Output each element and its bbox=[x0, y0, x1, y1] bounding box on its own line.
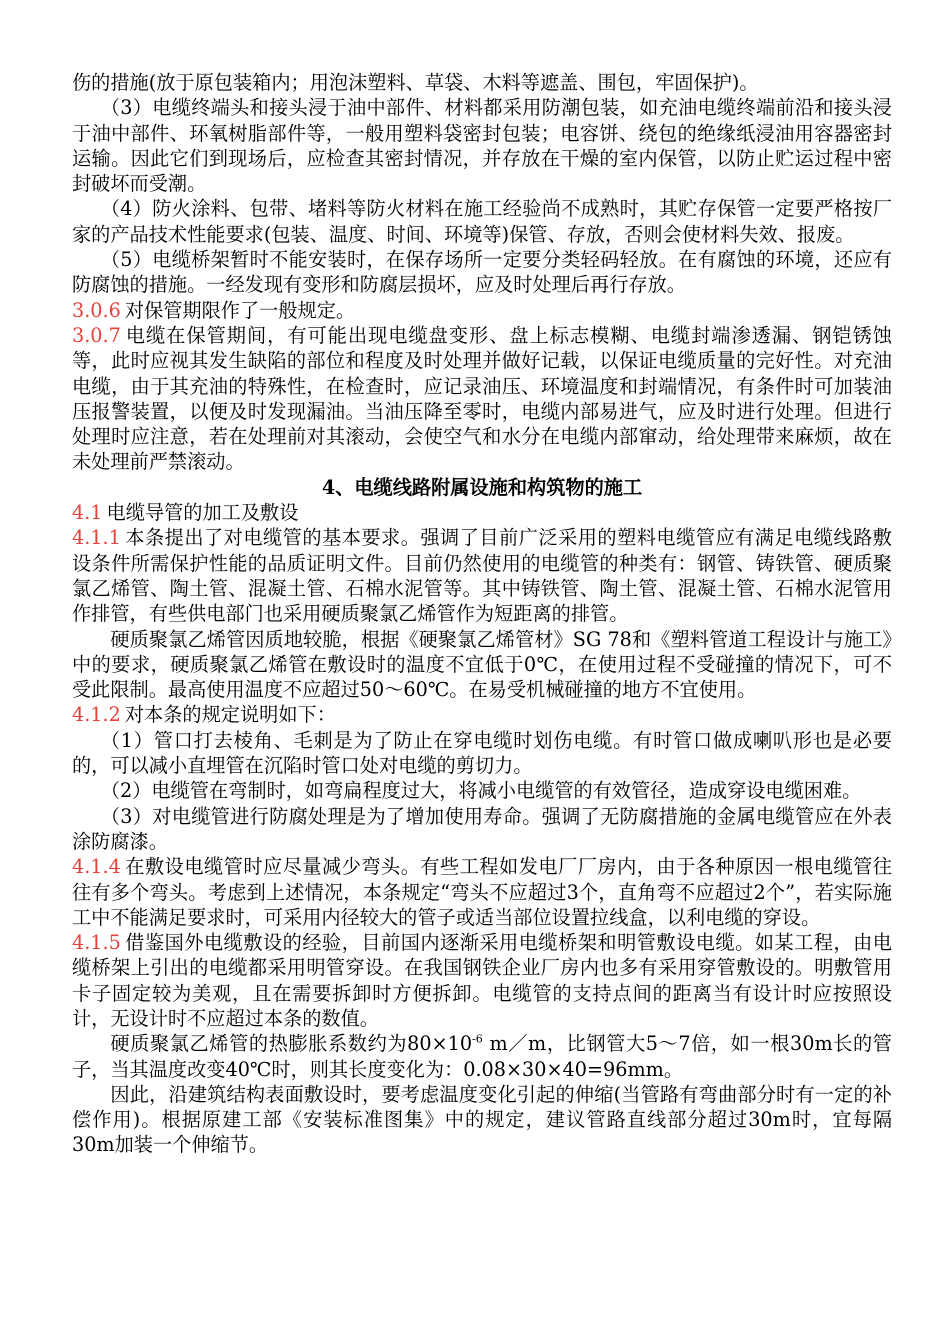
clause-4-1-2: 4.1.2 对本条的规定说明如下： bbox=[72, 703, 336, 727]
clause-number: 4.1 bbox=[72, 501, 103, 525]
paragraph-17: 因此，沿建筑结构表面敷设时，要考虑温度变化引起的伸缩(当管路有弯曲部分时有一定的补偿作用)。根据原建工部《安装标准图集》中的规定，建议管路直线部分超过30m时，宜每隔30m加装一个伸缩节。 bbox=[72, 1082, 892, 1157]
clause-4-1-1: 4.1.1 本条提出了对电缆管的基本要求。强调了目前广泛采用的塑料电缆管应有满足电缆线路敷设条件所需保护性能的品质证明文件。目前仍然使用的电缆管的种类有：钢管、铸铁管、硬质聚氯乙烯管、陶土管、混凝土管、石棉水泥管等。其中铸铁管、陶土管、混凝土管、石棉水泥管用作排管，有些供电部门也采用硬质聚氯乙烯管作为短距离的排管。 bbox=[72, 526, 892, 626]
section-heading: 4、电缆线路附属设施和构筑物的施工 bbox=[321, 475, 643, 499]
clause-number: 3.0.6 bbox=[72, 298, 121, 322]
clause-number: 3.0.7 bbox=[72, 323, 121, 347]
paragraph-2: （4）防火涂料、包带、堵料等防火材料在施工经验尚不成熟时，其贮存保管一定要严格按厂家的产品技术性能要求(包装、温度、时间、环境等)保管、存放，否则会使材料失效、报废。 bbox=[72, 197, 892, 246]
clause-number: 4.1.5 bbox=[72, 931, 121, 955]
clause-4-1-5: 4.1.5 借鉴国外电缆敷设的经验，目前国内逐渐采用电缆桥架和明管敷设电缆。如某工程，由电缆桥架上引出的电缆都采用明管穿设。在我国钢铁企业厂房内也多有采用穿管敷设的。明敷管用卡子固定较为美观，且在需要拆卸时方便拆卸。电缆管的支持点间的距离当有设计时应按照设计，无设计时不应超过本条的数值。 bbox=[72, 931, 892, 1030]
paragraph-13: （3）对电缆管进行防腐处理是为了增加使用寿命。强调了无防腐措施的金属电缆管应在外表涂防腐漆。 bbox=[72, 804, 892, 853]
document-body bbox=[72, 70, 892, 1158]
exponent: -6 bbox=[472, 1032, 483, 1046]
paragraph-1: （3）电缆终端头和接头浸于油中部件、材料都采用防潮包装，如充油电缆终端前沿和接头浸于油中部件、环氧树脂部件等，一般用塑料袋密封包装；电容饼、绕包的绝缘纸浸油用容器密封运输。因此它们到现场后，应检查其密封情况，并存放在干燥的室内保管，以防止贮运过程中密封破坏而受潮。 bbox=[72, 96, 892, 196]
clause-number: 4.1.1 bbox=[72, 526, 121, 550]
paragraph-3: （5）电缆桥架暂时不能安装时，在保存场所一定要分类轻码轻放。在有腐蚀的环境，还应有防腐蚀的措施。一经发现有变形和防腐层损坏，应及时处理后再行存放。 bbox=[72, 248, 892, 297]
clause-4-1: 4.1 电缆导管的加工及敷设 bbox=[72, 501, 299, 525]
clause-number: 4.1.4 bbox=[72, 855, 121, 879]
clause-3-0-7: 3.0.7 电缆在保管期间，有可能出现电缆盘变形、盘上标志模糊、电缆封端渗透漏、钢铠锈蚀等，此时应视其发生缺陷的部位和程度及时处理并做好记载，以保证电缆质量的完好性。对充油电缆，由于其充油的特殊性，在检查时，应记录油压、环境温度和封端情况，有条件时可加装油压报警装置，以便及时发现漏油。当油压降至零时，电缆内部易进气，应及时进行处理。但进行处理时应注意，若在处理前对其滚动，会使空气和水分在电缆内部窜动，给处理带来麻烦，故在未处理前严禁滚动。 bbox=[72, 323, 892, 474]
paragraph-12: （2）电缆管在弯制时，如弯扁程度过大，将减小电缆管的有效管径，造成穿设电缆困难。 bbox=[100, 779, 862, 803]
clause-3-0-6: 3.0.6 对保管期限作了一般规定。 bbox=[72, 298, 356, 322]
clause-4-1-4: 4.1.4 在敷设电缆管时应尽量减少弯头。有些工程如发电厂厂房内，由于各种原因一根电缆管往往有多个弯头。考虑到上述情况，本条规定“弯头不应超过3个，直角弯不应超过2个”，若实际施工中不能满足要求时，可采用内径较大的管子或适当部位设置拉线盒，以利电缆的穿设。 bbox=[72, 855, 892, 929]
paragraph-11: （1）管口打去棱角、毛刺是为了防止在穿电缆时划伤电缆。有时管口做成喇叭形也是必要的，可以减小直埋管在沉陷时管口处对电缆的剪切力。 bbox=[72, 728, 892, 778]
paragraph-thermal: 硬质聚氯乙烯管的热膨胀系数约为$80\times 10^{-6}$ m／m，比钢管大5～7倍，如一根30m长的管子，当其温度改变40℃时，则其长度变化为：0.08×30×40=96mm。 bbox=[72, 1032, 892, 1081]
clause-number: 4.1.2 bbox=[72, 703, 121, 727]
paragraph-9: 硬质聚氯乙烯管因质地较脆，根据《硬聚氯乙烯管材》SG 78和《塑料管道工程设计与施工》中的要求，硬质聚氯乙烯管在敷设时的温度不宜低于0℃，在使用过程不受碰撞的情况下，可不受此限制。最高使用温度不应超过50～60℃。在易受机械碰撞的地方不宜使用。 bbox=[72, 627, 892, 702]
paragraph-0: 伤的措施(放于原包装箱内；用泡沫塑料、草袋、木料等遮盖、围包，牢固保护)。 bbox=[72, 71, 759, 94]
